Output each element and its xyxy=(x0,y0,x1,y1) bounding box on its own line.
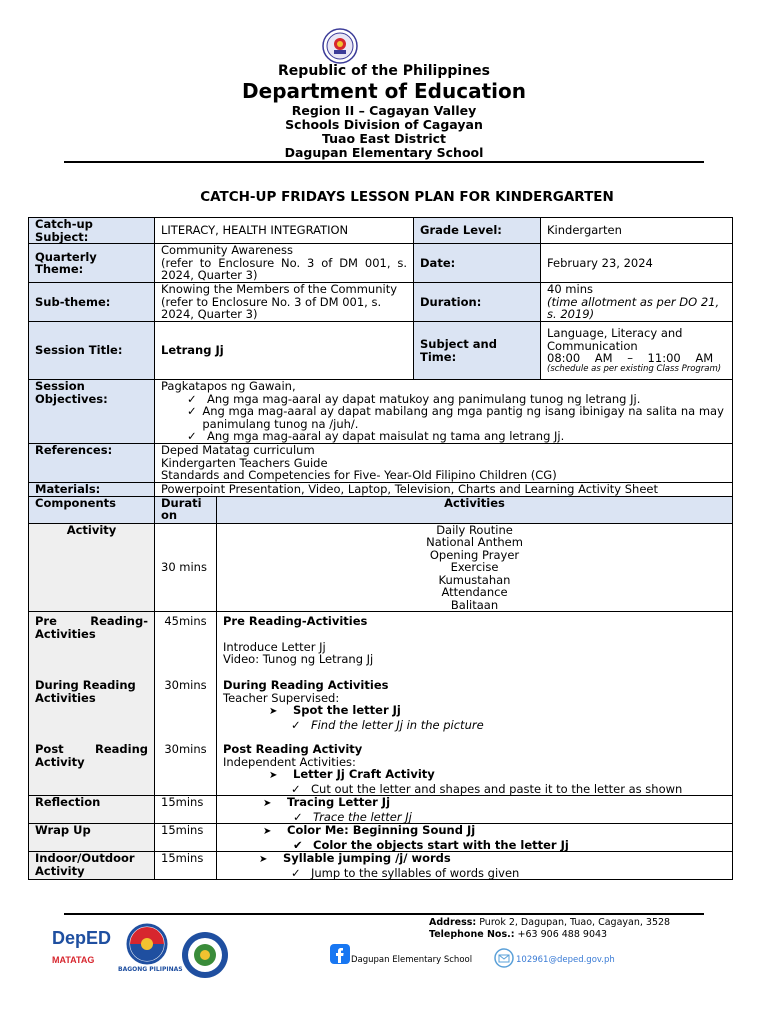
during-reading-check: ✓ Find the letter Jj in the picture xyxy=(291,717,484,732)
quarterly-value xyxy=(155,244,414,283)
division-seal-logo xyxy=(180,930,230,980)
subject-time-label: Subject and Time: xyxy=(414,322,541,380)
check-icon: ✓ xyxy=(293,809,303,824)
components-header-row xyxy=(29,496,733,523)
indoor-activity xyxy=(217,852,733,880)
session-title-row xyxy=(29,322,733,380)
quarterly-theme-text: Community Awareness xyxy=(161,243,293,258)
subtheme-reference: (refer to Enclosure No. 3 of DM 001, s. 2024, Quarter 3) xyxy=(161,294,382,322)
indoor-label: Indoor/Outdoor Activity xyxy=(29,852,155,880)
objective-item: ✓ Ang mga mag-aaral ay dapat mabilang ang mga pantig ng isang ibinigay na salita na may panimulang tunog na /juh/. xyxy=(187,404,724,431)
activity-item: Opening Prayer xyxy=(429,547,520,562)
pre-reading-block xyxy=(223,615,726,679)
subtheme-text: Knowing the Members of the Community xyxy=(161,282,398,297)
arrow-icon: ➤ xyxy=(269,770,278,781)
materials-label: Materials: xyxy=(29,483,155,497)
district-heading: Tuao East District xyxy=(321,131,447,146)
check-icon: ✓ xyxy=(291,781,301,796)
reflection-duration: 15mins xyxy=(155,796,217,824)
arrow-icon: ➤ xyxy=(263,826,272,837)
components-header: Components xyxy=(29,496,155,523)
references-cell xyxy=(155,444,733,483)
division-heading: Schools Division of Cagayan xyxy=(285,117,483,132)
wrapup-activity xyxy=(217,824,733,852)
check-icon: ✓ xyxy=(291,717,301,732)
objectives-cell xyxy=(155,380,733,444)
quarterly-row xyxy=(29,244,733,283)
materials-value: Powerpoint Presentation, Video, Laptop, Television, Charts and Learning Activity Sheet xyxy=(155,483,733,497)
arrow-icon: ➤ xyxy=(259,854,268,865)
quarterly-theme-reference: (refer to Enclosure No. 3 of DM 001, s. 2024, Quarter 3) xyxy=(161,255,408,283)
activity-item: Balitaan xyxy=(450,597,499,612)
facebook-icon[interactable] xyxy=(330,944,350,964)
post-reading-subitem: ➤ Letter Jj Craft Activity xyxy=(269,767,435,781)
lesson-plan-title: CATCH-UP FRIDAYS LESSON PLAN FOR KINDERGARTEN xyxy=(200,189,614,205)
pre-reading-label: Pre Reading-Activities xyxy=(35,614,148,641)
post-reading-check: ✓ Cut out the letter and shapes and paste it to the letter as shown xyxy=(291,781,683,796)
references-label: References: xyxy=(29,444,155,483)
activity-item: Exercise xyxy=(450,560,499,574)
subject-value: LITERACY, HEALTH INTEGRATION xyxy=(155,218,414,244)
activities-header: Activities xyxy=(217,496,733,523)
objectives-intro: Pagkatapos ng Gawain, xyxy=(161,379,296,393)
subject-label: Catch-up Subject: xyxy=(29,218,155,244)
school-heading: Dagupan Elementary School xyxy=(284,145,484,160)
activity-items xyxy=(217,523,733,612)
objective-item: ✓ Ang mga mag-aaral ay dapat maisulat ng tama ang letrang Jj. xyxy=(187,429,565,443)
indoor-row xyxy=(29,852,733,880)
region-heading: Region II – Cagayan Valley xyxy=(291,103,477,118)
subject-time-text: Language, Literacy and Communication xyxy=(547,326,683,353)
indoor-duration: 15mins xyxy=(155,852,217,880)
duration-label: Duration: xyxy=(414,283,541,322)
activity-label: Activity xyxy=(29,523,155,612)
facebook-page-link[interactable]: Dagupan Elementary School xyxy=(351,955,473,965)
arrow-icon: ➤ xyxy=(263,798,272,809)
activity-item: National Anthem xyxy=(426,535,523,549)
post-reading-block xyxy=(223,743,726,795)
post-reading-heading: Post Reading Activity xyxy=(223,742,363,756)
grade-label: Grade Level: xyxy=(414,218,541,244)
email-icon xyxy=(494,948,514,968)
objectives-label: Session Objectives: xyxy=(29,380,155,444)
bagong-pilipinas-logo xyxy=(120,923,174,969)
reading-durations xyxy=(155,612,217,796)
materials-row xyxy=(29,483,733,497)
activity-duration: 30 mins xyxy=(155,523,217,612)
reference-item: Standards and Competencies for Five- Year-Old Filipino Children (CG) xyxy=(161,468,557,482)
subtheme-value xyxy=(155,283,414,322)
during-reading-subitem: ➤ Spot the letter Jj xyxy=(269,703,401,717)
department-heading: Department of Education xyxy=(242,79,526,103)
deped-matatag-logo xyxy=(52,929,114,977)
duration-header: Durati on xyxy=(155,496,217,523)
republic-heading: Republic of the Philippines xyxy=(278,63,490,79)
wrapup-subitem: ➤ Color Me: Beginning Sound Jj xyxy=(263,823,476,837)
check-icon: ✓ xyxy=(187,429,197,443)
pre-reading-line: Video: Tunog ng Letrang Jj xyxy=(223,652,374,666)
check-icon: ✓ xyxy=(291,865,301,880)
lesson-plan-table xyxy=(28,217,733,880)
header-divider xyxy=(64,161,704,163)
post-reading-label: Post Reading Activity xyxy=(35,742,148,769)
during-reading-heading: During Reading Activities xyxy=(223,678,389,692)
address-line: Address: Purok 2, Dagupan, Tuao, Cagayan, 3528 xyxy=(429,917,671,928)
objectives-list xyxy=(161,393,726,443)
duration-value xyxy=(541,283,733,322)
wrapup-check: ✔ Color the objects start with the letter Jj xyxy=(293,837,569,852)
reflection-activity xyxy=(217,796,733,824)
activity-item: Kumustahan xyxy=(438,572,511,587)
pre-reading-line: Introduce Letter Jj xyxy=(223,639,326,654)
arrow-icon: ➤ xyxy=(269,706,278,717)
duration-note: (time allotment as per DO 21, s. 2019) xyxy=(547,294,720,322)
subtheme-label: Sub-theme: xyxy=(29,283,155,322)
post-reading-line: Independent Activities: xyxy=(223,754,356,769)
check-icon: ✓ xyxy=(187,404,197,418)
post-reading-duration: 30mins xyxy=(164,742,207,756)
activity-item: Daily Routine xyxy=(436,522,513,537)
subtheme-row xyxy=(29,283,733,322)
reference-item: Kindergarten Teachers Guide xyxy=(161,455,328,470)
check-icon: ✓ xyxy=(187,391,197,406)
date-label: Date: xyxy=(414,244,541,283)
objectives-row xyxy=(29,380,733,444)
email-link[interactable]: 102961@deped.gov.ph xyxy=(516,955,615,965)
time-note: (schedule as per existing Class Program) xyxy=(547,363,722,374)
pre-reading-duration: 45mins xyxy=(164,614,207,628)
deped-logo-text: DepED xyxy=(52,928,112,948)
check-icon: ✔ xyxy=(293,837,303,852)
during-reading-block xyxy=(223,679,726,743)
duration-text: 40 mins xyxy=(547,282,593,297)
bagong-pilipinas-text: BAGONG PILIPINAS xyxy=(118,966,183,973)
reading-activities xyxy=(217,612,733,796)
address-value: Purok 2, Dagupan, Tuao, Cagayan, 3528 xyxy=(479,917,671,928)
quarterly-label: Quarterly Theme: xyxy=(29,244,155,283)
during-reading-label: During Reading Activities xyxy=(35,678,136,705)
wrapup-label: Wrap Up xyxy=(29,824,155,852)
deped-seal-logo xyxy=(322,28,358,64)
reading-labels xyxy=(29,612,155,796)
activity-row xyxy=(29,523,733,612)
during-reading-line: Teacher Supervised: xyxy=(223,690,340,705)
reflection-row xyxy=(29,796,733,824)
telephone-line: Telephone Nos.: +63 906 488 9043 xyxy=(429,929,608,940)
date-value: February 23, 2024 xyxy=(541,244,733,283)
reading-row xyxy=(29,612,733,796)
footer-divider xyxy=(64,913,704,915)
telephone-value: +63 906 488 9043 xyxy=(517,929,608,940)
subject-row xyxy=(29,218,733,244)
pre-reading-heading: Pre Reading-Activities xyxy=(223,614,368,628)
subject-time-value xyxy=(541,322,733,380)
during-reading-duration: 30mins xyxy=(164,678,207,692)
matatag-logo-text: MATATAG xyxy=(52,955,95,965)
session-title-label: Session Title: xyxy=(29,322,155,380)
wrapup-duration: 15mins xyxy=(155,824,217,852)
wrapup-row xyxy=(29,824,733,852)
session-title-value: Letrang Jj xyxy=(155,322,414,380)
time-text: 08:00 AM – 11:00 AM xyxy=(547,351,714,366)
reflection-check: ✓ Trace the letter Jj xyxy=(293,809,412,824)
objective-item: ✓ Ang mga mag-aaral ay dapat matukoy ang panimulang tunog ng letrang Jj. xyxy=(187,391,641,406)
indoor-subitem: ➤ Syllable jumping /j/ words xyxy=(259,851,451,865)
grade-value: Kindergarten xyxy=(541,218,733,244)
activity-item: Attendance xyxy=(441,585,508,599)
reflection-subitem: ➤ Tracing Letter Jj xyxy=(263,795,391,809)
reflection-label: Reflection xyxy=(29,796,155,824)
references-row xyxy=(29,444,733,483)
reference-item: Deped Matatag curriculum xyxy=(161,443,315,457)
indoor-check: ✓ Jump to the syllables of words given xyxy=(291,865,520,880)
